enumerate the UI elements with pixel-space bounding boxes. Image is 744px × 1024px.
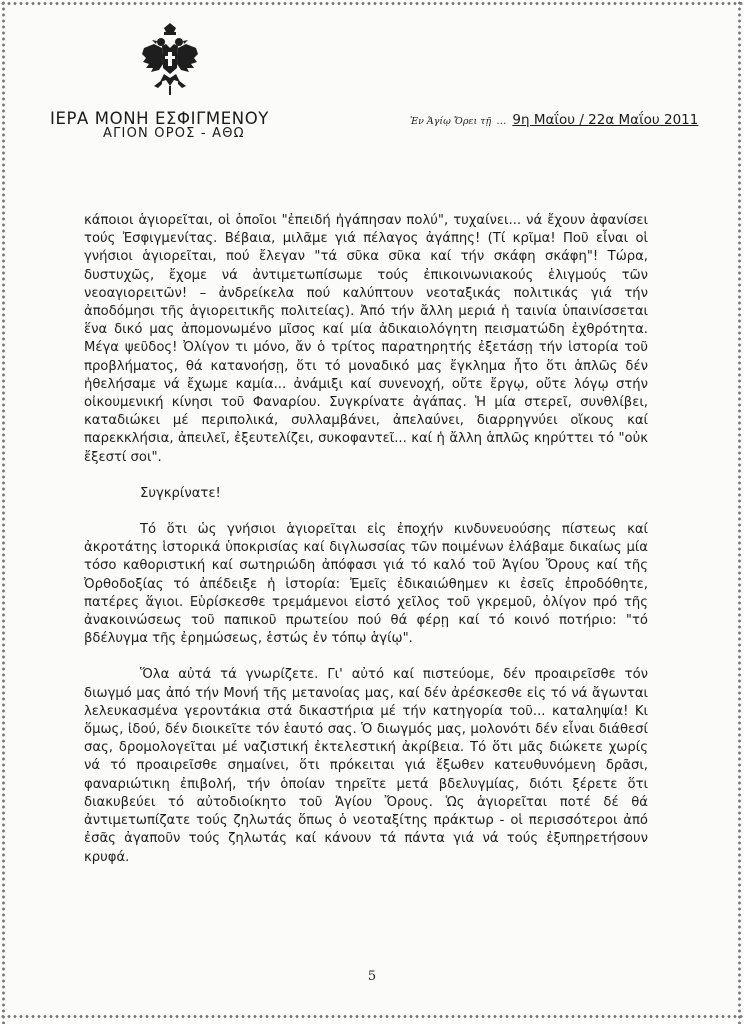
decorative-border-left (0, 0, 8, 1024)
letter-body (84, 212, 648, 867)
monastery-name: ΙΕΡΑ ΜΟΝΗ ΕΣΦΙΓΜΕΝΟΥ (50, 109, 269, 128)
paragraph: Συγκρίνατε! (140, 485, 221, 501)
paragraph: Τό ὅτι ὡς γνήσιοι ἁγιορεῖται εἰς ἐποχήν κινδυνευούσης πίστεως καί ἀκροτάτης ἱστορικά ὑποκρισίας καί διγλωσσίας τῶν ποιμένων ἐλάβαμε δικαίως μία τόσο καθοριστική καί σωτηριώδη ἀπόφασι γιά τό καλό τοῦ Ἁγίου Ὄρους καί τῆς Ὀρθοδοξίας τό ἀπέδειξε ἡ ἱστορία: Ἐμεῖς ἐδικαιώθημεν κι ἐσεῖς ἐπροδόθητε, πατέρες ἅγιοι. Εὑρίσκεσθε τρεμάμενοι εἰστό χεῖλος τοῦ γκρεμοῦ, ὀλίγον πρό τῆς ἀνακοινώσεως τοῦ παπικοῦ πρωτείου πού θά φέρῃ καί τό κοινό ποτήριο: "τό βδέλυγμα τῆς ἐρημώσεως, ἑστώς ἐν τόπῳ ἁγίῳ". (84, 522, 648, 647)
decorative-border-top (0, 0, 744, 9)
date-text: 9η Μαΐου / 22α Μαΐου 2011 (512, 112, 699, 128)
date-line (410, 109, 698, 128)
decorative-border-bottom (0, 1013, 744, 1022)
paragraph: Ὅλα αὐτά τά γνωρίζετε. Γι' αὐτό καί πιστεύομε, δέν προαιρεῖσθε τόν διωγμό μας ἀπό τήν Μονή τῆς μετανοίας μας, καί δέν ἀρέσκεσθε εἰς τό νά ἄγωνται λελευκασμένα γεροντάκια στά δικαστήρια μέ τήν κατηγορία τοῦ... καταληψία! Κι ὅμως, ἰδού, δέν διοικεῖτε τόν ἑαυτό σας. Ὁ διωγμός μας, μολονότι δέν εἶναι διάθεσί σας, δρομολογεῖται μέ ναζιστική ἐκτελεστική ἀκρίβεια. Τό ὅτι μᾶς διώκετε χωρίς νά τό προαιρεῖσθε σημαίνει, ὅτι πρόκειται γιά ἔξωθεν κατευθυνόμενη δρᾶσι, φαναριώτικη ἐπιβολή, τήν ὁποίαν τηρεῖτε μετά βδελυγμίας, διότι ξέρετε ὅτι διακυβεύει τό αὐτοδιοίκητο τοῦ Ἁγίου Ὄρους. Ὡς ἁγιορεῖται ποτέ δέ θά ἀντιμετωπίζατε τούς ζηλωτάς ὅπως ὁ νεοταξίτης πράκτωρ - οἱ περισσότεροι ἀπό ἐσᾶς ἀγαποῦν τούς ζηλωτάς καί κάνουν τά πάντα γιά νά τούς ἐξυπηρετήσουν κρυφά. (84, 667, 648, 865)
double-headed-eagle-emblem-icon (140, 22, 200, 97)
paragraph: κάποιοι ἁγιορεῖται, οἱ ὁποῖοι "ἐπειδή ἠγάπησαν πολύ", τυχαίνει... νά ἔχουν ἀφανίσει τούς Ἐσφιγμενίτας. Βέβαια, μιλᾶμε γιά πέλαγος ἀγάπης! (Τί κρῖμα! Ποῦ εἶναι οἱ γνήσιοι ἁγιορεῖται, πού ἔλεγαν "τά σῦκα σῦκα καί τήν σκάφη σκάφη"! Τώρα, δυστυχῶς, ἔχομε νά ἀντιμετωπίσωμε τούς ἐπικοινωνιακούς ἑλιγμούς τῶν νεοαγιορειτῶν! – ἀνδρείκελα πού καλύπτουν νεοταξικάς πολιτικάς γιά τήν ἀποδόμησι τῆς ἁγιορειτικῆς πολιτείας). Ἀπό τήν ἄλλη μεριά ἡ ταινία ὑπαινίσσεται ἕνα δικό μας ἀπομονωμένο μῖσος καί μία ἀδικαιολόγητη πεισματώδη ἐχθρότητα. Μέγα ψεῦδος! Ὀλίγον τι μόνο, ἄν ὁ τρίτος παρατηρητής ἐξετάσῃ τήν ἱστορία τοῦ προβλήματος, θά κατανοήσῃ, ὅτι τό μοναδικό μας ἔγκλημα ἦτο ὅτι ἁπλῶς δέν ἠθελήσαμε νά ἔχωμε καμία... ἀνάμιξι καί συνενοχή, οὔτε ἔργῳ, οὔτε λόγῳ στήν οἰκουμενική κίνησι τοῦ Φαναρίου. Συγκρίνατε ἀγάπας. Ἡ μία στερεῖ, συνθλίβει, καταδιώκει μέ περιπολικά, συλλαμβάνει, ἀπελαύνει, διαρρηγνύει οἴκους καί παρεκκλήσια, ἀπειλεῖ, ἐξευτελίζει, συκοφαντεῖ... καί ἡ ἄλλη ἁπλῶς κηρύττει τό "οὐκ ἔξεστί σοι". (84, 213, 648, 465)
decorative-border-right (736, 0, 744, 1024)
date-dots: … (496, 116, 508, 127)
date-prefix: Ἐν Ἁγίῳ Ὄρει τῇ (410, 116, 492, 127)
monastery-location: ΑΓΙΟΝ ΟΡΟΣ - ΑΘΩ (103, 126, 245, 141)
page-number: 5 (367, 969, 377, 984)
